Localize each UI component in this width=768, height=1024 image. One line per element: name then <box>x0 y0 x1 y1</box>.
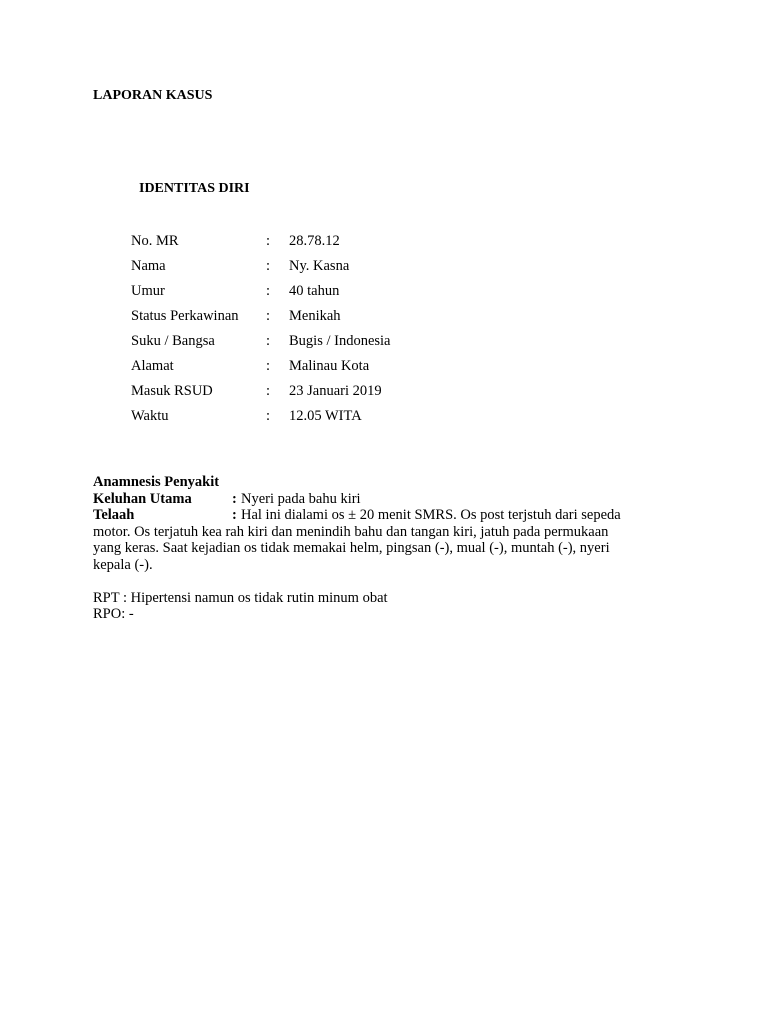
telaah-text-line: kepala (-). <box>93 556 153 573</box>
identity-row-waktu <box>131 406 651 431</box>
identity-heading: IDENTITAS DIRI <box>139 181 250 196</box>
rpo-line: RPO: - <box>93 606 134 622</box>
identity-value: Malinau Kota <box>289 358 370 374</box>
identity-row-status-perkawinan <box>131 306 651 331</box>
identity-value: Bugis / Indonesia <box>289 333 391 349</box>
identity-colon: : <box>266 283 271 299</box>
identity-colon: : <box>266 408 271 424</box>
keluhan-utama-label: Keluhan Utama <box>93 490 192 507</box>
telaah-text-line: motor. Os terjatuh kea rah kiri dan menindih bahu dan tangan kiri, jatuh pada permukaan <box>93 523 609 540</box>
telaah-colon: : <box>232 507 237 523</box>
identity-colon: : <box>266 383 271 399</box>
rpt-line: RPT : Hipertensi namun os tidak rutin minum obat <box>93 589 388 606</box>
identity-colon: : <box>266 233 271 249</box>
identity-colon: : <box>266 308 271 324</box>
identity-row-suku-bangsa <box>131 331 651 356</box>
identity-value: 28.78.12 <box>289 233 340 249</box>
identity-label: Masuk RSUD <box>131 383 213 399</box>
identity-row-masuk-rsud <box>131 381 651 406</box>
identity-label: Umur <box>131 283 165 299</box>
identity-row-no-mr <box>131 231 651 256</box>
identity-label: No. MR <box>131 233 179 249</box>
telaah-block <box>93 507 653 573</box>
identity-row-umur <box>131 281 651 306</box>
identity-label: Alamat <box>131 358 174 374</box>
identity-value: 12.05 WITA <box>289 408 362 424</box>
identity-colon: : <box>266 333 271 349</box>
identity-value: Ny. Kasna <box>289 258 350 274</box>
identity-label: Nama <box>131 258 166 274</box>
identity-value: Menikah <box>289 308 341 324</box>
telaah-label: Telaah <box>93 507 135 523</box>
anamnesis-title: Anamnesis Penyakit <box>93 474 220 490</box>
identity-row-alamat <box>131 356 651 381</box>
identity-colon: : <box>266 358 271 374</box>
telaah-first-line <box>93 507 653 524</box>
telaah-text-line: yang keras. Saat kejadian os tidak memakai helm, pingsan (-), mual (-), muntah (-), nyeri <box>93 540 610 556</box>
telaah-text-line: Hal ini dialami os ± 20 menit SMRS. Os post terjstuh dari sepeda <box>241 507 621 523</box>
keluhan-utama-value: Nyeri pada bahu kiri <box>241 490 361 507</box>
paragraph-gap <box>93 573 653 590</box>
identity-label: Status Perkawinan <box>131 308 239 324</box>
keluhan-utama-colon: : <box>232 490 237 507</box>
identity-value: 40 tahun <box>289 283 340 299</box>
keluhan-utama-line <box>93 491 653 508</box>
identity-colon: : <box>266 258 271 274</box>
identity-table <box>131 231 651 431</box>
identity-label: Suku / Bangsa <box>131 333 215 349</box>
anamnesis-section <box>93 474 653 623</box>
identity-value: 23 Januari 2019 <box>289 383 382 399</box>
identity-label: Waktu <box>131 408 169 424</box>
document-title: LAPORAN KASUS <box>93 88 213 103</box>
identity-row-nama <box>131 256 651 281</box>
